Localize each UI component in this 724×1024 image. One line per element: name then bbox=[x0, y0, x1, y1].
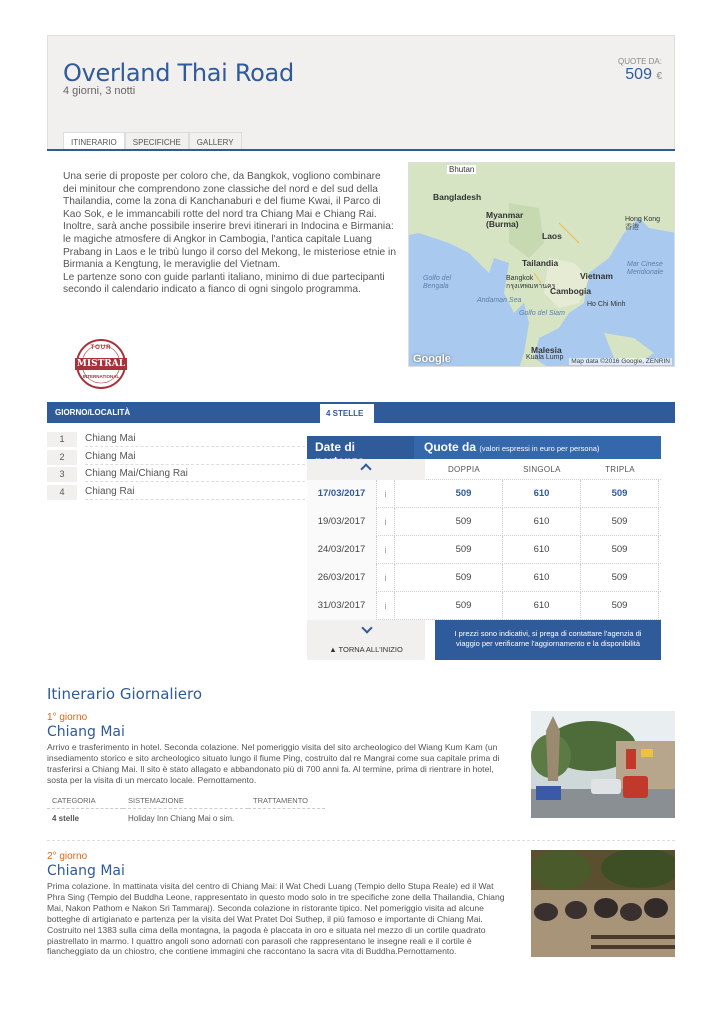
day-number: 3 bbox=[47, 467, 77, 482]
quote-label: QUOTE DA: bbox=[617, 57, 662, 66]
tab-4-stelle[interactable]: 4 STELLE bbox=[320, 404, 374, 423]
logo-text-top: TOUR bbox=[90, 345, 112, 351]
table-row[interactable] bbox=[307, 480, 661, 508]
tab-itinerario[interactable]: ITINERARIO bbox=[63, 132, 125, 150]
list-item bbox=[47, 449, 305, 467]
col-doppia: DOPPIA bbox=[447, 464, 481, 474]
price-singola: 610 bbox=[503, 508, 581, 536]
day-2-number: 2° giorno bbox=[47, 851, 88, 862]
tab-underline bbox=[47, 149, 675, 151]
acc-categoria: 4 stelle bbox=[52, 814, 80, 823]
day-location: Chiang Rai bbox=[85, 485, 305, 500]
map-label-laos: Laos bbox=[542, 231, 562, 241]
price-singola: 610 bbox=[503, 564, 581, 592]
map-label-golfo-bengala: Golfo del Bengala bbox=[423, 275, 452, 290]
day-2-photo bbox=[531, 850, 675, 957]
map-label-tailandia: Tailandia bbox=[522, 258, 559, 268]
price-doppia: 509 bbox=[425, 480, 503, 508]
info-icon[interactable]: i bbox=[377, 480, 395, 508]
list-item bbox=[47, 431, 305, 449]
table-row bbox=[47, 809, 325, 828]
price-tripla: 509 bbox=[581, 564, 659, 592]
map-copyright: Map data ©2016 Google, ZENRIN bbox=[571, 358, 670, 365]
scroll-up-button[interactable] bbox=[307, 459, 425, 480]
back-to-top-link[interactable]: ▲ TORNA ALL'INIZIO bbox=[329, 645, 403, 654]
tab-gallery[interactable]: GALLERY bbox=[189, 132, 242, 150]
region-map[interactable] bbox=[408, 162, 675, 367]
price-doppia: 509 bbox=[425, 564, 503, 592]
price-tripla: 509 bbox=[581, 508, 659, 536]
price-tripla: 509 bbox=[581, 592, 659, 620]
day-1-description: Arrivo e trasferimento in hotel. Seconda colazione. Nel pomeriggio visita del sito archeologico del Wiang Kum Kam (un insediamento storico e sito archeologico situato lungo il fiume Ping, costruito dal re Mangrai come sua capitale prima di trasferirsi a Chiang Mai. Il sito è stato allagato e abbandonato più di 700 anni fa. Al termine, prima di rientrare in hotel, sosta per la visita di un mercato locale. Pernottamento. bbox=[47, 742, 500, 785]
map-label-kuala: Kuala Lump bbox=[526, 354, 564, 361]
map-label-cambogia: Cambogia bbox=[550, 286, 592, 296]
chevron-down-icon[interactable] bbox=[361, 622, 372, 633]
map-label-hongkong: Hong Kong 香港 bbox=[625, 216, 661, 231]
logo-text-main: MISTRAL bbox=[76, 359, 126, 369]
day-location: Chiang Mai bbox=[85, 450, 305, 465]
accommodation-header bbox=[47, 793, 325, 809]
acc-sistemazione: Holiday Inn Chiang Mai o sim. bbox=[128, 814, 235, 823]
table-row[interactable] bbox=[307, 592, 661, 620]
dates-table-footer bbox=[307, 620, 661, 660]
price-tripla: 509 bbox=[581, 536, 659, 564]
price-doppia: 509 bbox=[425, 508, 503, 536]
day-2-place: Chiang Mai bbox=[47, 863, 125, 879]
departure-date: 31/03/2017 bbox=[307, 592, 377, 620]
map-label-malesia: Malesia bbox=[531, 345, 562, 355]
info-icon[interactable]: i bbox=[377, 564, 395, 592]
col-trattamento: TRATTAMENTO bbox=[248, 793, 325, 809]
mistral-logo bbox=[73, 338, 129, 390]
list-item bbox=[47, 484, 305, 502]
quote-amount: 509 bbox=[625, 66, 652, 83]
day-1-number: 1° giorno bbox=[47, 712, 88, 723]
day-number: 2 bbox=[47, 450, 77, 465]
col-sistemazione: SISTEMAZIONE bbox=[123, 793, 248, 809]
map-label-myanmar: Myanmar (Burma) bbox=[486, 210, 524, 229]
table-row[interactable] bbox=[307, 508, 661, 536]
day-divider bbox=[47, 840, 675, 841]
chevron-up-icon bbox=[360, 463, 371, 474]
map-label-mar-cinese: Mar Cinese Meridionale bbox=[627, 261, 664, 276]
departure-dates-table bbox=[307, 436, 661, 660]
tab-bar bbox=[63, 132, 242, 150]
intro-paragraph-2: Le partenze sono con guide parlanti italiano, minimo di due partecipanti secondo il calendario indicato a fianco di ogni singolo programma. bbox=[63, 271, 385, 296]
header-date: Date di bbox=[307, 436, 414, 459]
stars-bar bbox=[305, 402, 675, 423]
departure-date: 24/03/2017 bbox=[307, 536, 377, 564]
table-row[interactable] bbox=[307, 536, 661, 564]
locations-header: GIORNO/LOCALITÀ bbox=[47, 402, 305, 423]
price-disclaimer: I prezzi sono indicativi, si prega di contattare l'agenzia di viaggio per verificarne l'aggiornamento e la disponibilità bbox=[435, 620, 661, 660]
logo-text-bottom: INTERNATIONAL bbox=[82, 374, 120, 379]
col-singola: SINGOLA bbox=[523, 464, 561, 474]
quote-value bbox=[625, 66, 662, 84]
acc-trattamento bbox=[248, 809, 325, 828]
page-title: Overland Thai Road bbox=[63, 59, 294, 87]
col-categoria: CATEGORIA bbox=[47, 793, 123, 809]
street-photo-icon bbox=[531, 711, 675, 818]
departure-date: 26/03/2017 bbox=[307, 564, 377, 592]
intro-text bbox=[63, 171, 396, 297]
day-number: 4 bbox=[47, 485, 77, 500]
header-quote bbox=[414, 436, 661, 459]
intro-paragraph-1: Una serie di proposte per coloro che, da Bangkok, vogliono combinare dei minitour che comprendono zone classiche del nord e del sud della Thailandia, come la zona di Kanchanaburi e del fiume Kwai, il Parco di Kao Sok, e le immancabili rotte del nord tra Chiang Mai e Chiang Rai. Inoltre, sarà anche possibile inserire brevi itinerari in Indocina e Birmania: le magiche atmosfere di Angkor in Cambogia, l'antica capitale Luang Prabang in Laos e le tribù lungo il corso del Mekong, le misteriose etnie in Birmania a Kengtung, le meraviglie del Vietnam. bbox=[63, 171, 396, 271]
day-1-photo bbox=[531, 711, 675, 818]
dates-subheader bbox=[307, 459, 661, 480]
price-singola: 610 bbox=[503, 536, 581, 564]
price-tripla: 509 bbox=[581, 480, 659, 508]
page-subtitle: 4 giorni, 3 notti bbox=[63, 85, 136, 97]
info-icon[interactable]: i bbox=[377, 508, 395, 536]
google-logo-icon: Google bbox=[413, 353, 451, 365]
table-row[interactable] bbox=[307, 564, 661, 592]
map-label-bangladesh: Bangladesh bbox=[433, 192, 482, 202]
header-quote-label: Quote da bbox=[424, 440, 477, 454]
quote-currency: € bbox=[656, 71, 662, 82]
departure-date: 17/03/2017 bbox=[307, 480, 377, 508]
price-doppia: 509 bbox=[425, 592, 503, 620]
scroll-down-area bbox=[307, 620, 425, 660]
locations-table bbox=[47, 431, 305, 501]
map-label-bhutan: Bhutan bbox=[449, 165, 475, 174]
day-1-place: Chiang Mai bbox=[47, 724, 125, 740]
day-2-description: Prima colazione. In mattinata visita del centro di Chiang Mai: il Wat Chedi Luang (Tempio dello Stupa Reale) ed il Wat Phra Sing (Tempio del Buddha Leone, rappresentato in questo modo solo in tre specifiche zone della Thailandia, Chiang Mai, Nakon Pathom e Nakon Sri Tammaraj). Seconda colazione in ristorante tipico. Nel pomeriggio visita ad alcune botteghe di artigianato e partenza per la visita del Wat Pratet Doi Suthep, il più famoso e importante di Chiang Mai. Costruito nel 1383 sulla cima della montagna, la pagoda è placcata in oro e situata nel mezzo di un cortile quadrato piastrellato in marmo. I quattro angoli sono adornati con parasoli che rappresentano le insegne reali e il cortile è fiancheggiato da un chiostro, che contiene immagini che raccontano la sacra vita di Buddha.Pernottamento. bbox=[47, 881, 505, 957]
info-icon[interactable]: i bbox=[377, 592, 395, 620]
day-number: 1 bbox=[47, 432, 77, 447]
itinerary-title: Itinerario Giornaliero bbox=[47, 685, 202, 703]
tab-specifiche[interactable]: SPECIFICHE bbox=[125, 132, 189, 150]
map-label-andaman: Andaman Sea bbox=[477, 297, 522, 304]
price-singola: 610 bbox=[503, 480, 581, 508]
price-singola: 610 bbox=[503, 592, 581, 620]
elephants-photo-icon bbox=[531, 850, 675, 957]
accommodation-table bbox=[47, 793, 325, 828]
price-doppia: 509 bbox=[425, 536, 503, 564]
day-location: Chiang Mai/Chiang Rai bbox=[85, 467, 305, 482]
map-label-bangkok: Bangkok กรุงเทพมหานคร bbox=[506, 275, 556, 290]
header-quote-note: (valori espressi in euro per persona) bbox=[479, 444, 600, 453]
col-tripla: TRIPLA bbox=[605, 464, 635, 474]
map-label-vietnam: Vietnam bbox=[580, 271, 613, 281]
departure-date: 19/03/2017 bbox=[307, 508, 377, 536]
dates-table-header bbox=[307, 436, 661, 459]
list-item bbox=[47, 466, 305, 484]
day-location: Chiang Mai bbox=[85, 432, 305, 447]
info-icon[interactable]: i bbox=[377, 536, 395, 564]
tour-header bbox=[47, 35, 675, 150]
map-label-golfo-siam: Golfo del Siam bbox=[519, 310, 565, 317]
map-label-hochiminh: Ho Chi Minh bbox=[587, 301, 626, 308]
